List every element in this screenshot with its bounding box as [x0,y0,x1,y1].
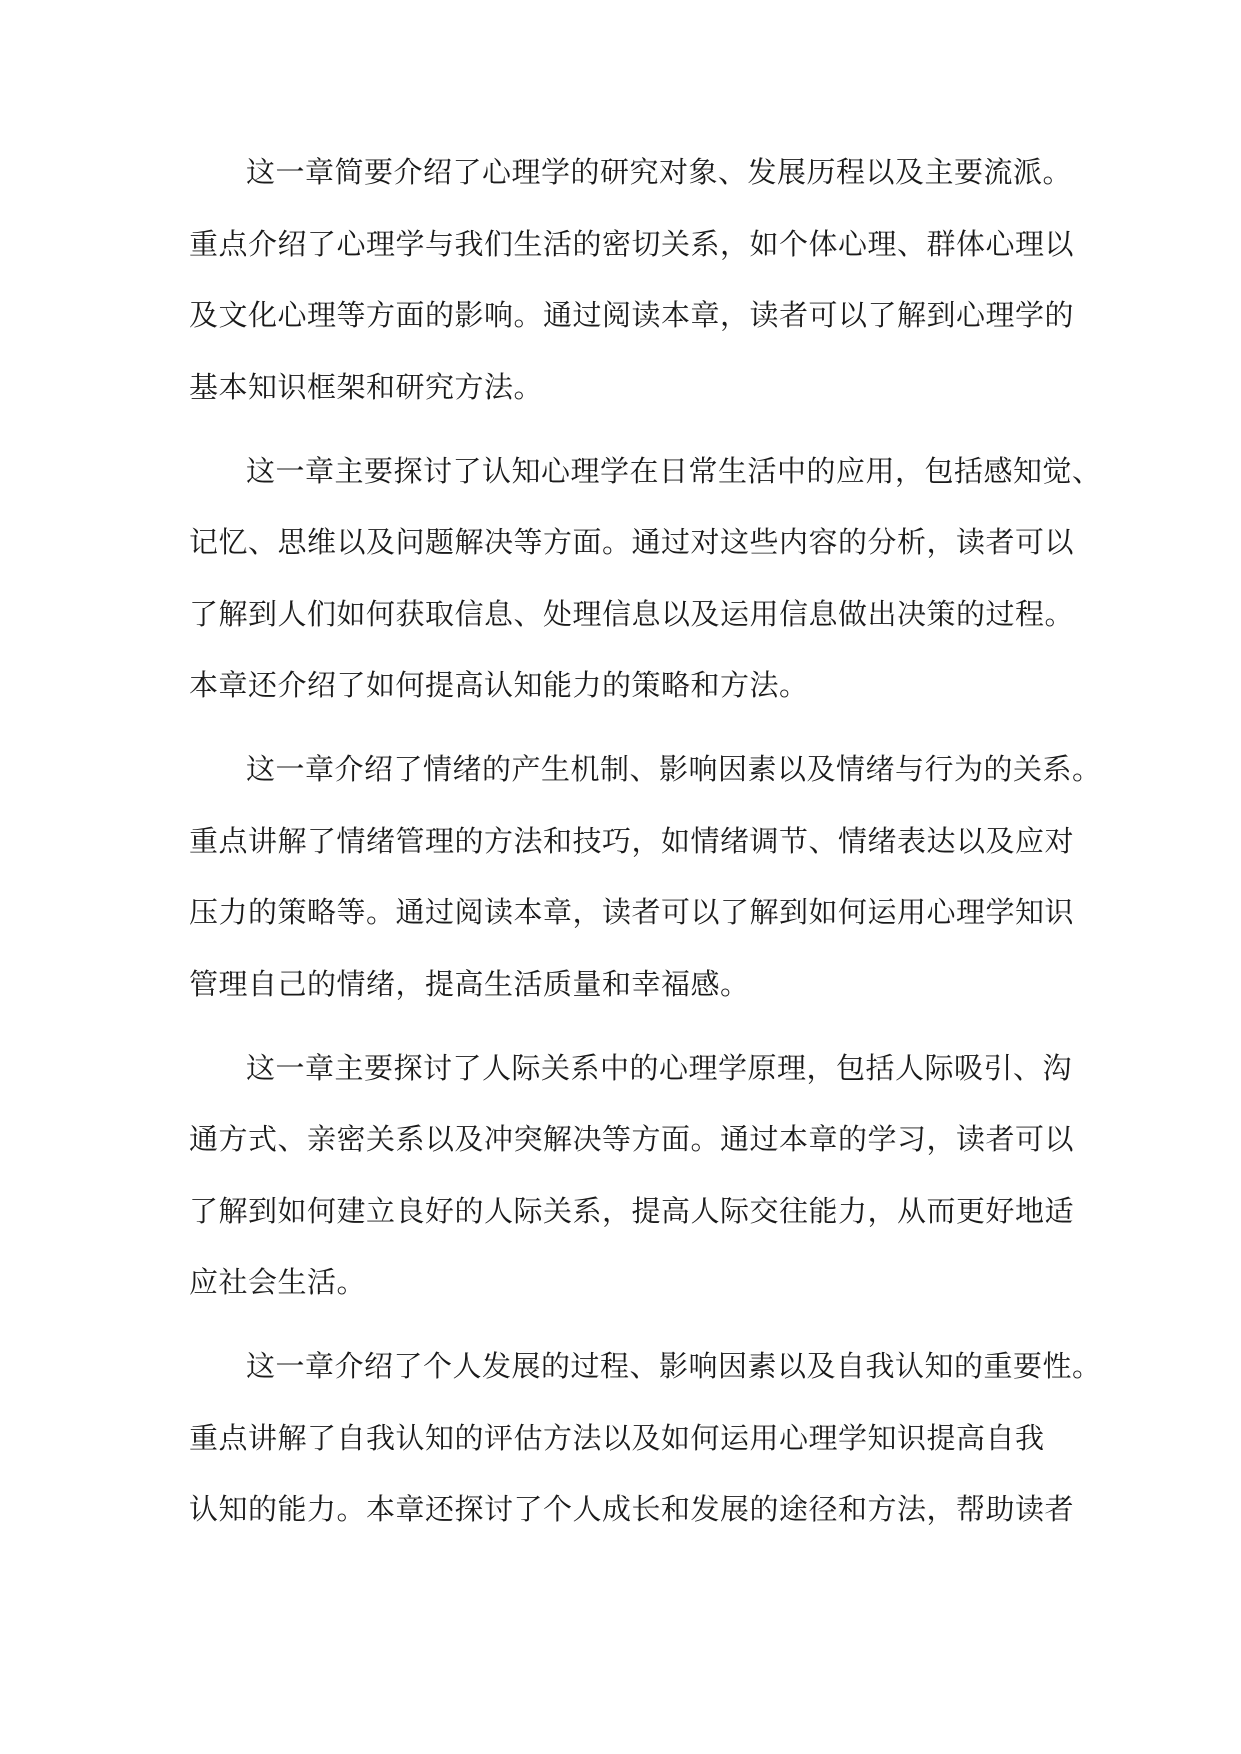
paragraph-2-line-1: 这一章主要探讨了认知心理学在日常生活中的应用，包括感知觉、 [246,454,1102,488]
paragraph-5-line-3: 认知的能力。本章还探讨了个人成长和发展的途径和方法，帮助读者 [189,1492,1075,1526]
paragraph-1-line-4: 基本知识框架和研究方法。 [189,370,544,404]
paragraph-4-line-4: 应社会生活。 [189,1265,367,1299]
paragraph-5-line-1: 这一章介绍了个人发展的过程、影响因素以及自我认知的重要性。 [246,1349,1102,1383]
paragraph-3-line-4: 管理自己的情绪，提高生活质量和幸福感。 [189,967,750,1001]
paragraph-4-line-2: 通方式、亲密关系以及冲突解决等方面。通过本章的学习，读者可以 [189,1122,1075,1156]
paragraph-2-line-2: 记忆、思维以及问题解决等方面。通过对这些内容的分析，读者可以 [189,525,1075,559]
paragraph-1-line-1: 这一章简要介绍了心理学的研究对象、发展历程以及主要流派。 [246,155,1073,189]
paragraph-3-line-2: 重点讲解了情绪管理的方法和技巧，如情绪调节、情绪表达以及应对 [189,824,1075,858]
paragraph-4-line-3: 了解到如何建立良好的人际关系，提高人际交往能力，从而更好地适 [189,1194,1075,1228]
paragraph-2-line-4: 本章还介绍了如何提高认知能力的策略和方法。 [189,668,809,702]
paragraph-5-line-2: 重点讲解了自我认知的评估方法以及如何运用心理学知识提高自我 [189,1421,1045,1455]
paragraph-2-line-3: 了解到人们如何获取信息、处理信息以及运用信息做出决策的过程。 [189,597,1075,631]
paragraph-1-line-2: 重点介绍了心理学与我们生活的密切关系，如个体心理、群体心理以 [189,227,1075,261]
paragraph-3-line-1: 这一章介绍了情绪的产生机制、影响因素以及情绪与行为的关系。 [246,752,1102,786]
paragraph-1-line-3: 及文化心理等方面的影响。通过阅读本章，读者可以了解到心理学的 [189,298,1075,332]
paragraph-4-line-1: 这一章主要探讨了人际关系中的心理学原理，包括人际吸引、沟 [246,1051,1073,1085]
paragraph-3-line-3: 压力的策略等。通过阅读本章，读者可以了解到如何运用心理学知识 [189,895,1075,929]
